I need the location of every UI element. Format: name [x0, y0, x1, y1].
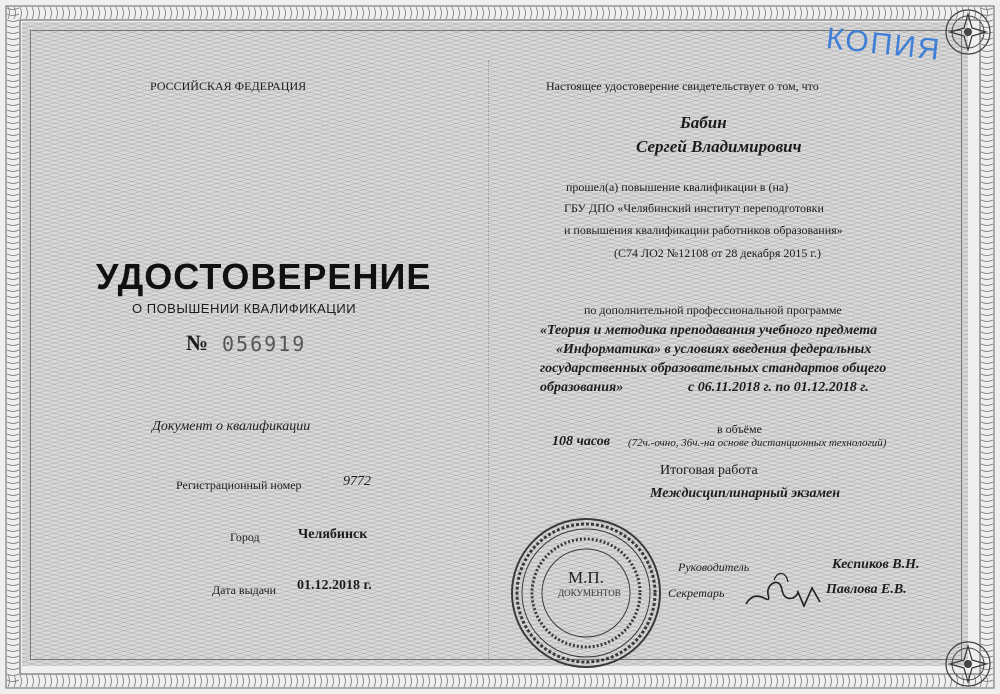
final-work-value: Междисциплинарный экзамен — [650, 486, 841, 501]
reg-number-value: 9772 — [343, 474, 371, 489]
program-line-2: «Информатика» в условиях введения федеральных — [556, 342, 872, 357]
program-dates: с 06.11.2018 г. по 01.12.2018 г. — [688, 380, 869, 395]
volume-label: в объёме — [717, 422, 762, 436]
training-line-1: прошел(а) повышение квалификации в (на) — [566, 180, 789, 194]
program-intro: по дополнительной профессиональной программе — [584, 303, 842, 317]
copy-stamp: КОПИЯ — [824, 22, 943, 67]
document-type: Документ о квалификации — [152, 419, 311, 434]
final-work-label: Итоговая работа — [660, 463, 758, 478]
city-label: Город — [230, 530, 260, 544]
license-line: (С74 ЛО2 №12108 от 28 декабря 2015 г.) — [614, 246, 821, 260]
document-subtitle: О ПОВЫШЕНИИ КВАЛИФИКАЦИИ — [132, 301, 357, 316]
secretary-name: Павлова Е.В. — [826, 582, 907, 597]
fold-line — [488, 60, 489, 660]
document-number: 056919 — [222, 332, 307, 356]
issue-date-label: Дата выдачи — [212, 583, 277, 597]
document-title: УДОСТОВЕРЕНИЕ — [96, 256, 432, 297]
institution-line-1: ГБУ ДПО «Челябинский институт переподготовки — [564, 201, 824, 215]
corner-rosette-icon — [944, 640, 992, 688]
holder-surname: Бабин — [680, 113, 727, 132]
program-line-4: образования» — [540, 380, 624, 395]
institution-line-2: и повышения квалификации работников образования» — [564, 223, 843, 237]
country-label: РОССИЙСКАЯ ФЕДЕРАЦИЯ — [150, 79, 307, 93]
head-name: Кеспиков В.Н. — [832, 557, 920, 572]
city-value: Челябинск — [298, 527, 368, 542]
head-label: Руководитель — [678, 560, 750, 574]
issue-date-value: 01.12.2018 г. — [297, 578, 372, 593]
intro-text: Настоящее удостоверение свидетельствует о том, что — [546, 79, 819, 93]
hours-value: 108 часов — [552, 434, 610, 449]
mp-sublabel: ДОКУМЕНТОВ — [558, 588, 621, 598]
signature-mark — [738, 566, 828, 616]
program-line-1: «Теория и методика преподавания учебного предмета — [540, 323, 878, 338]
corner-rosette-icon — [944, 8, 992, 56]
mp-label: М.П. — [568, 568, 604, 587]
secretary-label: Секретарь — [668, 586, 725, 600]
holder-name: Сергей Владимирович — [636, 137, 802, 156]
reg-number-label: Регистрационный номер — [176, 478, 302, 492]
number-sign: № — [186, 330, 209, 355]
program-line-3: государственных образовательных стандартов общего — [540, 361, 887, 376]
hours-detail: (72ч.-очно, 36ч.-на основе дистанционных технологий) — [628, 437, 887, 449]
